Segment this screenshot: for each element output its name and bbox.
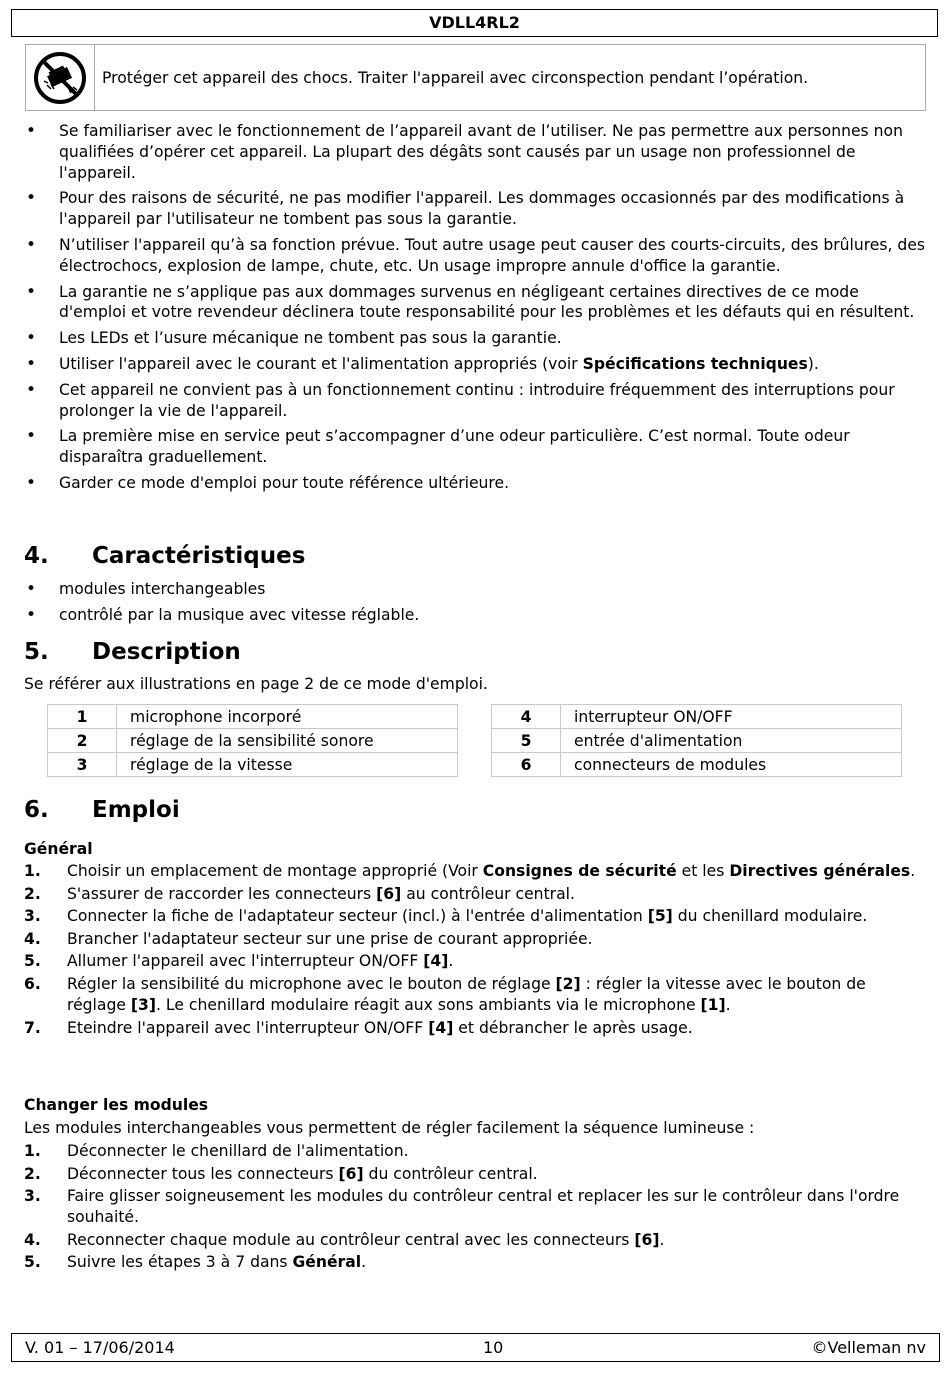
step-text: . xyxy=(910,862,916,880)
features-list xyxy=(24,579,929,631)
bullet-item: • La garantie ne s’applique pas aux dommages survenus en négligeant certaines directives de ce mode d'emploi et votre revendeur déclinera toute responsabilité pour les problèmes et les défauts qui en résultent. xyxy=(24,282,929,324)
step-item xyxy=(24,861,929,882)
step-text: et les xyxy=(676,862,730,880)
step-number: 1. xyxy=(24,862,41,880)
step-emphasis: [4] xyxy=(428,1018,454,1037)
step-number: 4. xyxy=(24,929,41,948)
document-footer xyxy=(11,1333,940,1362)
step-number: 4. xyxy=(24,1230,41,1249)
step-item xyxy=(24,1018,929,1039)
table-row: 6 connecteurs de modules xyxy=(492,753,902,777)
step-text: Déconnecter le chenillard de l'alimentation. xyxy=(67,1142,409,1160)
section-heading-6: 6. Emploi xyxy=(24,797,180,823)
parts-table-right xyxy=(491,704,902,777)
step-text: Déconnecter tous les connecteurs xyxy=(67,1164,339,1183)
modules-heading: Changer les modules xyxy=(24,1096,209,1114)
table-row: 4 interrupteur ON/OFF xyxy=(492,705,902,729)
bullet-item: • Garder ce mode d'emploi pour toute référence ultérieure. xyxy=(24,473,929,494)
section-heading-5: 5. Description xyxy=(24,639,241,665)
no-shock-icon xyxy=(33,51,87,105)
step-item xyxy=(24,951,929,972)
bullet-item: • Pour des raisons de sécurité, ne pas modifier l'appareil. Les dommages occasionnés par des modifications à l'appareil par l'utilisateur ne tombent pas sous la garantie. xyxy=(24,188,929,230)
step-text: Reconnecter chaque module au contrôleur central avec les connecteurs xyxy=(67,1230,635,1249)
step-text: S'assurer de raccorder les connecteurs xyxy=(67,884,377,903)
general-steps-list xyxy=(24,861,929,1040)
bullet-item: • N’utiliser l'appareil qu’à sa fonction prévue. Tout autre usage peut causer des courts-circuits, des brûlures, des électrochocs, explosion de lampe, chute, etc. Un usage impropre annule d'office la garantie. xyxy=(24,235,929,277)
warning-box xyxy=(25,44,926,111)
section-heading-4: 4. Caractéristiques xyxy=(24,543,306,569)
bullet-item: • Se familiariser avec le fonctionnement de l’appareil avant de l’utiliser. Ne pas permettre aux personnes non qualifiées d’opérer cet appareil. La plupart des dégâts sont causés par un usage non professionnel de l'appareil. xyxy=(24,121,929,183)
feature-item: • modules interchangeables xyxy=(24,579,929,600)
step-emphasis: Général xyxy=(292,1253,362,1272)
parts-table-left xyxy=(47,704,458,777)
table-row: 5 entrée d'alimentation xyxy=(492,729,902,753)
document-header xyxy=(11,9,938,37)
step-item xyxy=(24,1230,929,1251)
step-item xyxy=(24,1252,929,1273)
step-number: 1. xyxy=(24,1142,41,1160)
step-text: . xyxy=(725,995,731,1014)
step-emphasis: [6] xyxy=(376,884,402,903)
step-item xyxy=(24,974,929,1016)
step-text: du contrôleur central. xyxy=(363,1164,538,1183)
step-text: Allumer l'appareil avec l'interrupteur ON/OFF xyxy=(67,952,424,971)
step-text: : régler la vitesse avec le bouton de réglage xyxy=(67,974,866,1014)
step-text: Brancher l'adaptateur secteur sur une prise de courant appropriée. xyxy=(67,929,593,948)
step-emphasis: [6] xyxy=(338,1164,364,1183)
general-heading: Général xyxy=(24,840,93,858)
step-emphasis: [1] xyxy=(700,995,726,1014)
step-emphasis: [4] xyxy=(423,952,449,971)
step-item xyxy=(24,906,929,927)
step-item xyxy=(24,1186,929,1228)
copyright: ©Velleman nv xyxy=(811,1338,926,1357)
step-number: 3. xyxy=(24,1187,41,1206)
bullet-item: • La première mise en service peut s’accompagner d’une odeur particulière. C’est normal. Toute odeur disparaîtra graduellement. xyxy=(24,426,929,468)
modules-steps-list xyxy=(24,1141,929,1275)
spec-reference: Spécifications techniques xyxy=(582,354,808,373)
table-row: 2 réglage de la sensibilité sonore xyxy=(48,729,458,753)
bullet-item: • Utiliser l'appareil avec le courant et l'alimentation appropriés (voir Spécifications techniques). xyxy=(24,354,929,375)
model-title: VDLL4RL2 xyxy=(429,13,520,32)
step-text: . xyxy=(659,1230,665,1249)
step-number: 2. xyxy=(24,1164,41,1183)
step-text: du chenillard modulaire. xyxy=(672,907,868,926)
bullet-item: • Cet appareil ne convient pas à un fonctionnement continu : introduire fréquemment des interruptions pour prolonger la vie de l'appareil. xyxy=(24,380,929,422)
step-emphasis: [2] xyxy=(555,974,581,993)
table-row: 3 réglage de la vitesse xyxy=(48,753,458,777)
step-number: 7. xyxy=(24,1018,41,1037)
modules-intro: Les modules interchangeables vous permettent de régler facilement la séquence lumineuse : xyxy=(24,1119,755,1137)
step-number: 5. xyxy=(24,952,41,971)
step-emphasis: Consignes de sécurité xyxy=(482,862,677,880)
warning-text: Protéger cet appareil des chocs. Traiter l'appareil avec circonspection pendant l’opération. xyxy=(102,68,809,87)
warning-icon-cell xyxy=(26,45,95,110)
step-text: Suivre les étapes 3 à 7 dans xyxy=(67,1253,293,1272)
feature-item: • contrôlé par la musique avec vitesse réglable. xyxy=(24,605,929,626)
step-emphasis: [5] xyxy=(647,907,673,926)
step-text: Faire glisser soigneusement les modules du contrôleur central et replacer les sur le contrôleur dans l'ordre souhaité. xyxy=(67,1187,900,1227)
version-date: V. 01 – 17/06/2014 xyxy=(25,1338,175,1357)
step-text: Connecter la fiche de l'adaptateur secteur (incl.) à l'entrée d'alimentation xyxy=(67,907,648,926)
step-text: et débrancher le après usage. xyxy=(453,1018,693,1037)
step-number: 2. xyxy=(24,884,41,903)
step-text: . xyxy=(361,1253,367,1272)
table-row: 1 microphone incorporé xyxy=(48,705,458,729)
step-emphasis: [3] xyxy=(130,995,157,1014)
step-number: 5. xyxy=(24,1253,41,1272)
step-number: 3. xyxy=(24,907,41,926)
step-text: Eteindre l'appareil avec l'interrupteur ON/OFF xyxy=(67,1018,429,1037)
step-text: Choisir un emplacement de montage approprié (Voir xyxy=(67,862,483,880)
step-text: Régler la sensibilité du microphone avec le bouton de réglage xyxy=(67,974,556,993)
step-text: . xyxy=(448,952,454,971)
bullet-item: • Les LEDs et l’usure mécanique ne tombent pas sous la garantie. xyxy=(24,328,929,349)
step-item xyxy=(24,884,929,905)
step-emphasis: [6] xyxy=(634,1230,660,1249)
safety-bullet-list xyxy=(24,121,929,499)
step-text: . Le chenillard modulaire réagit aux sons ambiants via le microphone xyxy=(156,995,701,1014)
description-intro: Se référer aux illustrations en page 2 de ce mode d'emploi. xyxy=(24,675,488,693)
page-number: 10 xyxy=(482,1338,504,1357)
step-item xyxy=(24,1141,929,1162)
step-item xyxy=(24,1164,929,1185)
step-emphasis: Directives générales xyxy=(729,862,911,880)
step-item xyxy=(24,929,929,950)
step-text: au contrôleur central. xyxy=(401,884,575,903)
step-number: 6. xyxy=(24,974,41,993)
